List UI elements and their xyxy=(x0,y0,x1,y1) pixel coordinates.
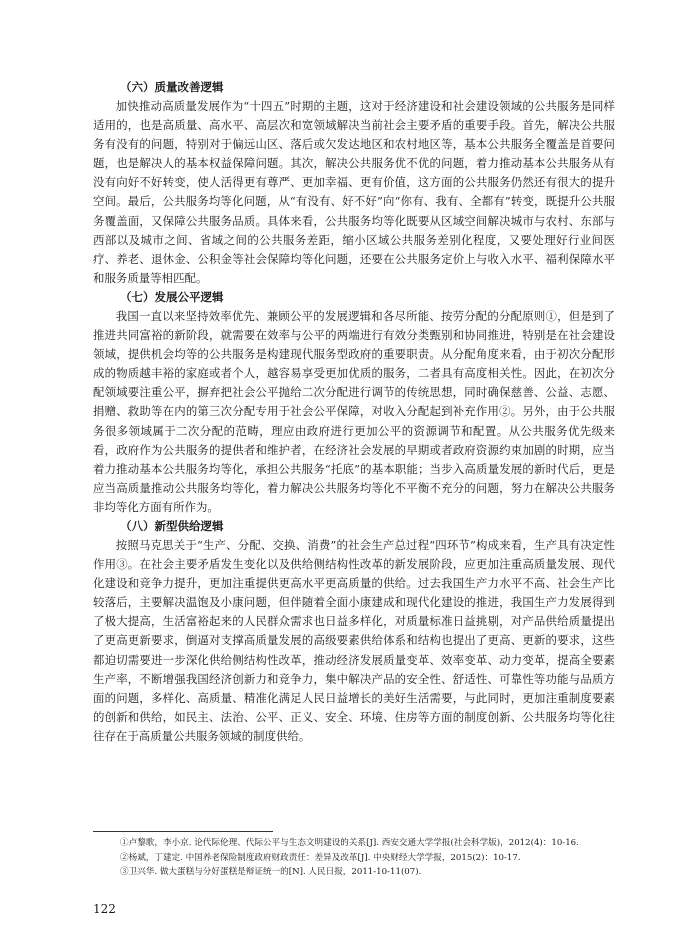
page-number: 122 xyxy=(93,902,116,916)
section-heading-6: （六）质量改善逻辑 xyxy=(120,80,224,94)
section-paragraph-8: 按照马克思关于“生产、分配、交换、消费”的社会生产总过程“四环节”构成来看，生产具有决定性作用③。在社会主要矛盾发生变化以及供给侧结构性改革的新发展阶段，应更加注重高质量发展、现代化建设和竞争力提升，更加注重提供更高水平更高质量的供给。过去我国生产力水平不高、社会生产比较落后，主要解决温饱及小康问题，但伴随着全面小康建成和现代化建设的推进，我国生产力发展得到了极大提高，生活富裕起来的人民群众需求也日益多样化，对质量标准日益挑剔，对产品供给质量提出了更高更新要求，倒逼对支撑高质量发展的高级要素供给体系和结构也提出了更高、更新的要求，这些都迫切需要进一步深化供给侧结构性改革，推动经济发展质量变革、效率变革、动力变革，提高全要素生产率，不断增强我国经济创新力和竞争力，集中解决产品的安全性、舒适性、可靠性等功能与品质方面的问题，多样化、高质量、精准化满足人民日益增长的美好生活需要，与此同时，更加注重制度要素的创新和供给，如民主、法治、公平、正义、安全、环境、住房等方面的制度创新、公共服务均等化往往存在于高质量公共服务领域的制度供给。 xyxy=(93,537,615,743)
section-paragraph-6: 加快推动高质量发展作为“十四五”时期的主题，这对于经济建设和社会建设领域的公共服务是同样适用的，也是高质量、高水平、高层次和宽领域解决当前社会主要矛盾的重要手段。首先，解决公共服务有没有的问题，特别对于偏远山区、落后或欠发达地区和农村地区等，基本公共服务全覆盖是首要问题，也是解决人的基本权益保障问题。其次，解决公共服务优不优的问题，着力推动基本公共服务从有没有向好不好转变，使人活得更有尊严、更加幸福、更有价值，这方面的公共服务仍然还有很大的提升空间。最后，公共服务均等化问题，从“有没有、好不好”向“你有、我有、全都有”转变，既提升公共服务覆盖面，又保障公共服务品质。具体来看，公共服务均等化既要从区域空间解决城市与农村、东部与西部以及城市之间、省域之间的公共服务差距，缩小区域公共服务差别化程度，又要处理好行业间医疗、养老、退休金、公积金等社会保障均等化问题，还要在公共服务定价上与收入水平、福利保障水平和服务质量等相匹配。 xyxy=(93,99,615,285)
footnote-3: ③卫兴华. 做大蛋糕与分好蛋糕是辩证统一的[N]. 人民日报，2011-10-11(07). xyxy=(120,867,422,877)
footnote-2: ②杨斌，丁建定. 中国养老保险制度政府财政责任：差异及改革[J]. 中央财经大学学报，2015(2)：10-17. xyxy=(120,852,521,863)
section-paragraph-7: 我国一直以来坚持效率优先、兼顾公平的发展逻辑和各尽所能、按劳分配的分配原则①，但是到了推进共同富裕的新阶段，就需要在效率与公平的两端进行有效分类甄别和协同推进，特别是在社会建设领域，提供机会均等的公共服务是构建现代服务型政府的重要职责。从分配角度来看，由于初次分配形成的物质越丰裕的家庭或者个人，越容易享受更加优质的服务，二者具有高度相关性。因此，在初次分配领域要注重公平，摒弃把社会公平抛给二次分配进行调节的传统思想，同时确保慈善、公益、志愿、捐赠、救助等在内的第三次分配专用于社会公平保障，对收入分配起到补充作用②。另外，由于公共服务很多领域属于二次分配的范畴，理应由政府进行更加公平的资源调节和配置。从公共服务优先级来看，政府作为公共服务的提供者和维护者，在经济社会发展的早期或者政府资源约束加剧的时期，应当着力推动基本公共服务均等化，承担公共服务“托底”的基本职能；当步入高质量发展的新时代后，更是应当高质量推动公共服务均等化，着力解决公共服务均等化不平衡不充分的问题，努力在解决公共服务非均等化方面有所作为。 xyxy=(93,308,615,514)
footnote-divider xyxy=(93,831,273,832)
footnote-1: ①卢黎歌，李小京. 论代际伦理、代际公平与生态文明建设的关系[J]. 西安交通大学学报(社会科学版)，2012(4)：10-16. xyxy=(120,838,579,848)
body-text xyxy=(93,78,615,746)
section-heading-7: （七）发展公平逻辑 xyxy=(120,289,224,304)
footnotes xyxy=(120,836,615,880)
section-heading-8: （八）新型供给逻辑 xyxy=(120,518,224,533)
